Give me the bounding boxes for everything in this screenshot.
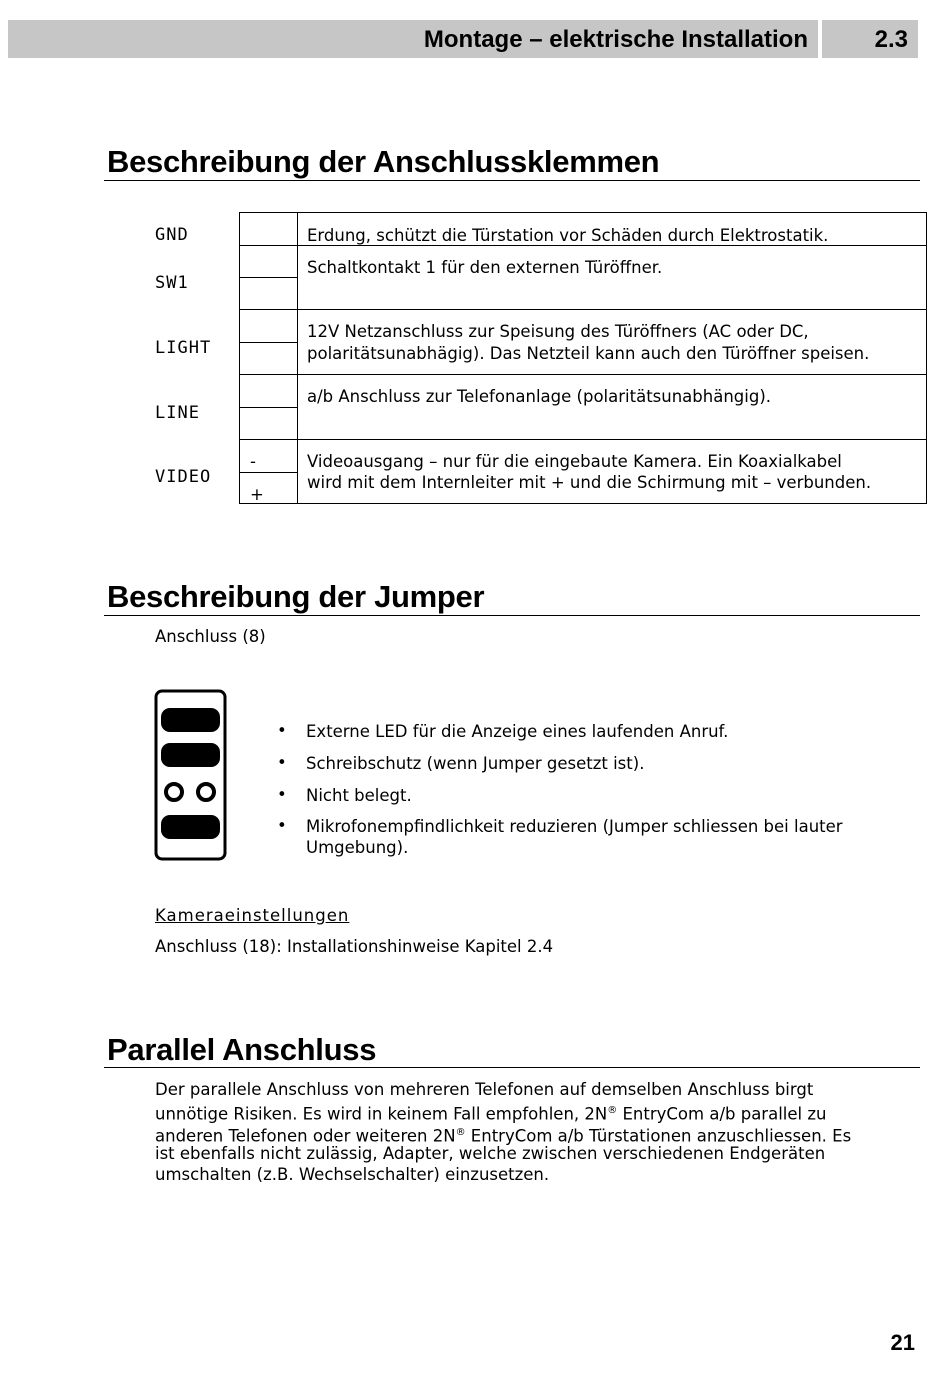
terminal-desc-light-2: polaritätsunabhägig). Das Netzteil kann auch den Türöffner speisen. [307,344,870,363]
parallel-text-line-4: ist ebenfalls nicht zulässig, Adapter, welche zwischen verschiedenen Endgeräten [155,1144,826,1163]
section-rule [104,615,920,616]
parallel-text-line-5: umschalten (z.B. Wechselschalter) einzusetzen. [155,1165,550,1184]
terminal-label-line: LINE [155,403,200,423]
video-pin-minus: - [250,452,256,471]
jumper-connector-label: Anschluss (8) [155,627,266,646]
terminal-desc-sw1: Schaltkontakt 1 für den externen Türöffner. [307,258,663,277]
registered-mark: ® [607,1105,618,1116]
section-title-parallel: Parallel Anschluss [107,1032,377,1067]
section-number: 2.3 [874,26,908,53]
bullet-dot: • [277,721,287,740]
section-rule [104,1067,920,1068]
row-divider [240,374,926,375]
row-divider [240,309,926,310]
parallel-text-line-3: anderen Telefonen oder weiteren 2N® EntryCom a/b Türstationen anzuschliessen. Es [155,1126,852,1146]
section-rule [104,180,920,181]
terminal-desc-light-1: 12V Netzanschluss zur Speisung des Türöffners (AC oder DC, [307,322,809,341]
pin-divider [240,407,297,408]
bullet-dot: • [277,753,287,772]
parallel-text-line-1: Der parallele Anschluss von mehreren Telefonen auf demselben Anschluss birgt [155,1080,814,1099]
page-number: 21 [890,1330,915,1355]
video-pin-plus: + [250,485,264,504]
terminal-desc-video-2: wird mit dem Internleiter mit + und die Schirmung mit – verbunden. [307,473,872,492]
jumper-block-icon [153,688,229,863]
terminal-desc-video-1: Videoausgang – nur für die eingebaute Kamera. Ein Koaxialkabel [307,452,842,471]
terminal-label-gnd: GND [155,225,189,245]
jumper-item-1: Externe LED für die Anzeige eines laufenden Anruf. [306,722,729,741]
pin-divider [240,472,297,473]
terminal-label-light: LIGHT [155,338,212,358]
section-number-box [822,20,918,58]
terminal-table [239,212,927,504]
row-divider [240,439,926,440]
pin-divider [240,277,297,278]
jumper-item-3: Nicht belegt. [306,786,412,805]
camera-settings-heading: Kameraeinstellungen [155,906,350,925]
registered-mark: ® [455,1127,466,1138]
jumper-item-2: Schreibschutz (wenn Jumper gesetzt ist). [306,754,645,773]
terminal-label-video: VIDEO [155,467,212,487]
bullet-dot: • [277,785,287,804]
table-column-divider [297,213,298,503]
section-title-terminals: Beschreibung der Anschlussklemmen [107,144,660,179]
pin-divider [240,342,297,343]
terminal-label-sw1: SW1 [155,273,189,293]
terminal-desc-gnd: Erdung, schützt die Türstation vor Schäden durch Elektrostatik. [307,226,829,245]
jumper-item-4-cont: Umgebung). [306,838,409,857]
header-bar [8,20,818,58]
section-title-jumper: Beschreibung der Jumper [107,579,485,614]
header-title: Montage – elektrische Installation [423,26,808,53]
camera-settings-text: Anschluss (18): Installationshinweise Kapitel 2.4 [155,937,554,956]
terminal-desc-line: a/b Anschluss zur Telefonanlage (polaritätsunabhängig). [307,387,771,406]
jumper-item-4: Mikrofonempfindlichkeit reduzieren (Jumper schliessen bei lauter [306,817,843,836]
bullet-dot: • [277,816,287,835]
parallel-text-line-2: unnötige Risiken. Es wird in keinem Fall empfohlen, 2N® EntryCom a/b parallel zu [155,1104,827,1124]
